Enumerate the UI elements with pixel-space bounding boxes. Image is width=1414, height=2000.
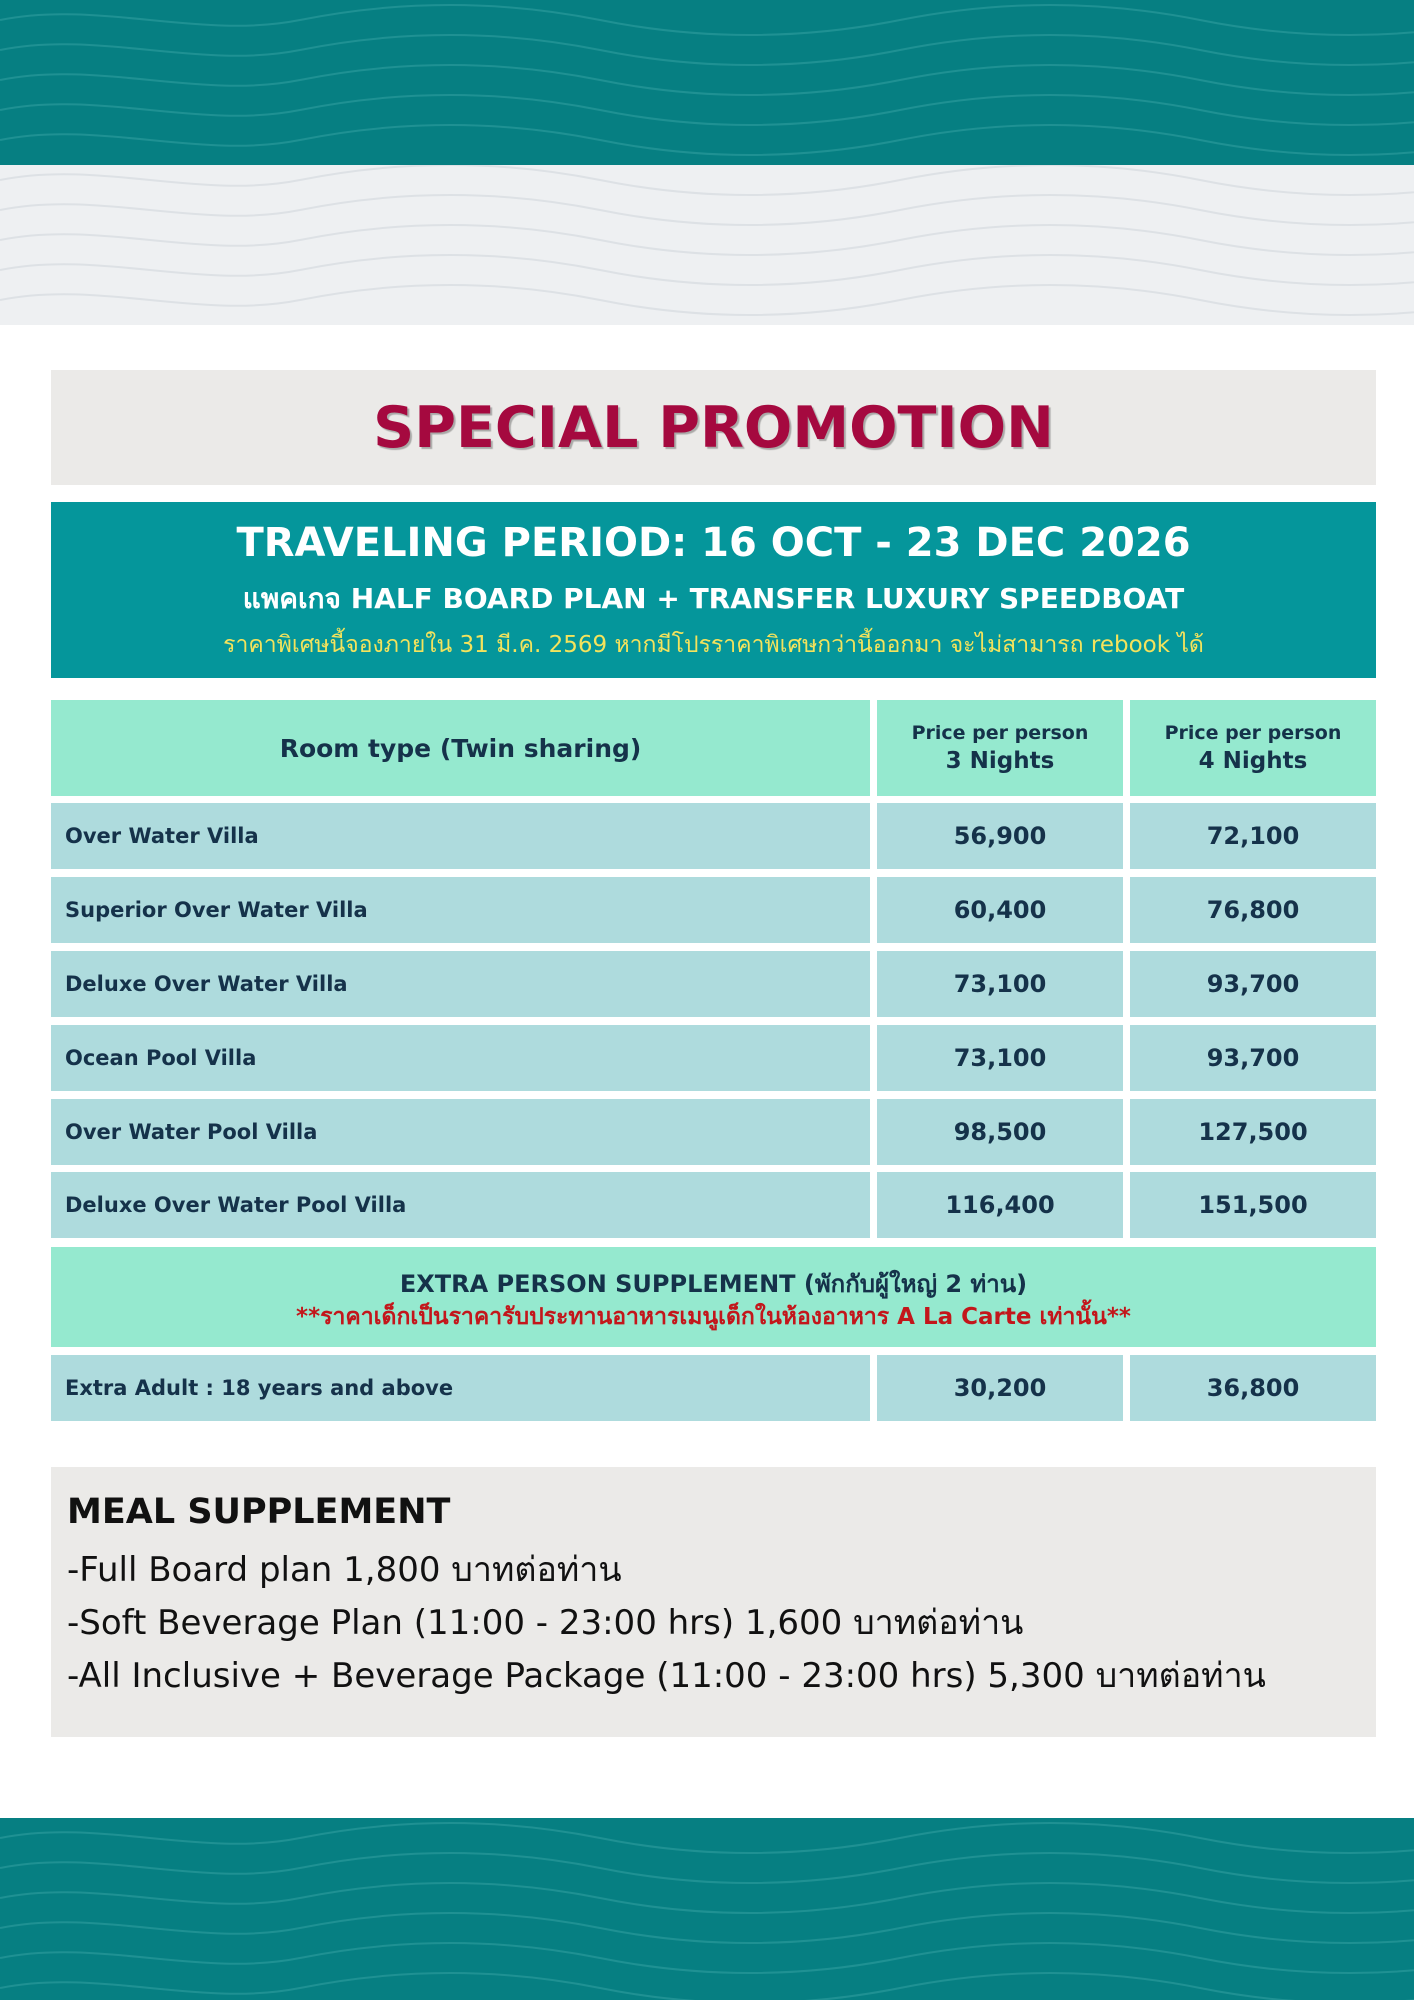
price-4-nights: 93,700 <box>1130 951 1376 1017</box>
extra-person-supplement-header <box>51 1247 1376 1347</box>
price-per-person-label: Price per person <box>1164 722 1342 744</box>
price-4-nights: 72,100 <box>1130 803 1376 869</box>
meal-line: -Soft Beverage Plan (11:00 - 23:00 hrs) 1,600 บาทต่อท่าน <box>67 1603 1024 1643</box>
price-3-nights: 98,500 <box>877 1099 1123 1165</box>
booking-note: ราคาพิเศษนี้จองภายใน 31 มี.ค. 2569 หากมีโปรราคาพิเศษกว่านี้ออกมา จะไม่สามารถ rebook ได้ <box>223 632 1204 658</box>
price-3-nights: 73,100 <box>877 951 1123 1017</box>
price-3-nights-header <box>877 700 1123 796</box>
package-name: แพคเกจ HALF BOARD PLAN + TRANSFER LUXURY SPEEDBOAT <box>242 582 1185 615</box>
top-wave-banner <box>0 0 1414 165</box>
grey-wave-banner <box>0 165 1414 325</box>
price-3-nights: 30,200 <box>877 1355 1123 1421</box>
page-title: SPECIAL PROMOTION <box>373 394 1054 461</box>
meal-line: -All Inclusive + Beverage Package (11:00 - 23:00 hrs) 5,300 บาทต่อท่าน <box>67 1656 1266 1696</box>
price-3-nights: 116,400 <box>877 1172 1123 1238</box>
nights-label: 3 Nights <box>945 748 1055 774</box>
traveling-period-panel <box>51 502 1376 678</box>
price-per-person-label: Price per person <box>911 722 1089 744</box>
price-4-nights: 151,500 <box>1130 1172 1376 1238</box>
traveling-period: TRAVELING PERIOD: 16 OCT - 23 DEC 2026 <box>236 520 1191 566</box>
promotion-title-box <box>51 370 1376 485</box>
meal-line: -Full Board plan 1,800 บาทต่อท่าน <box>67 1550 622 1590</box>
price-4-nights-header <box>1130 700 1376 796</box>
wave-pattern <box>0 165 1414 325</box>
meal-supplement-box <box>51 1467 1376 1737</box>
price-4-nights: 93,700 <box>1130 1025 1376 1091</box>
price-3-nights: 73,100 <box>877 1025 1123 1091</box>
price-3-nights: 60,400 <box>877 877 1123 943</box>
child-price-note: **ราคาเด็กเป็นราคารับประทานอาหารเมนูเด็กในห้องอาหาร A La Carte เท่านั้น** <box>296 1304 1131 1330</box>
room-name: Over Water Pool Villa <box>51 1099 870 1165</box>
room-name: Extra Adult : 18 years and above <box>51 1355 870 1421</box>
room-name: Deluxe Over Water Villa <box>51 951 870 1017</box>
nights-label: 4 Nights <box>1198 748 1308 774</box>
meal-supplement-title: MEAL SUPPLEMENT <box>67 1492 451 1532</box>
price-4-nights: 76,800 <box>1130 877 1376 943</box>
extra-supplement-title: EXTRA PERSON SUPPLEMENT (พักกับผู้ใหญ่ 2 ท่าน) <box>399 1270 1028 1298</box>
wave-pattern <box>0 0 1414 165</box>
room-type-header: Room type (Twin sharing) <box>51 700 870 796</box>
bottom-wave-banner <box>0 1818 1414 2000</box>
room-name: Deluxe Over Water Pool Villa <box>51 1172 870 1238</box>
price-4-nights: 36,800 <box>1130 1355 1376 1421</box>
price-3-nights: 56,900 <box>877 803 1123 869</box>
room-name: Superior Over Water Villa <box>51 877 870 943</box>
room-name: Over Water Villa <box>51 803 870 869</box>
room-name: Ocean Pool Villa <box>51 1025 870 1091</box>
price-4-nights: 127,500 <box>1130 1099 1376 1165</box>
wave-pattern <box>0 1818 1414 2000</box>
